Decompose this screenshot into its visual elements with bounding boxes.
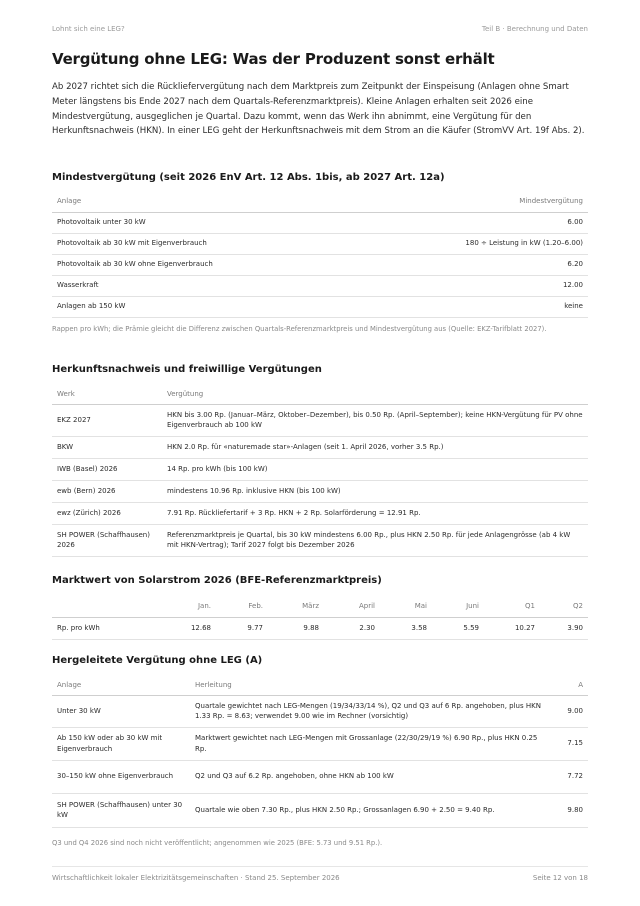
column-header: Q2: [540, 595, 588, 617]
table-header-row: [52, 675, 588, 695]
table-cell: Photovoltaik ab 30 kW mit Eigenverbrauch: [52, 233, 352, 254]
table-cell: 9.77: [216, 617, 268, 639]
table-cell: 14 Rp. pro kWh (bis 100 kW): [162, 458, 588, 480]
table-row: [52, 793, 588, 827]
footer-divider: [52, 866, 588, 867]
table-row: [52, 254, 588, 275]
table-cell: 10.27: [484, 617, 540, 639]
table-row: [52, 480, 588, 502]
table-row: [52, 502, 588, 524]
table-header-row: [52, 384, 588, 404]
table-header-row: [52, 191, 588, 212]
table-cell: ewz (Zürich) 2026: [52, 502, 162, 524]
page-title: Vergütung ohne LEG: Was der Produzent sonst erhält: [52, 50, 495, 68]
markt-heading: Marktwert von Solarstrom 2026 (BFE-Referenzmarktpreis): [52, 575, 382, 586]
column-header: Werk: [52, 384, 162, 404]
table-cell: Quartale wie oben 7.30 Rp., plus HKN 2.50 Rp.; Grossanlagen 6.90 + 2.50 = 9.40 Rp.: [190, 793, 552, 827]
derived-heading: Hergeleitete Vergütung ohne LEG (A): [52, 655, 263, 666]
table-cell: Photovoltaik unter 30 kW: [52, 212, 352, 233]
table-row: [52, 404, 588, 436]
table-cell: ewb (Bern) 2026: [52, 480, 162, 502]
table-cell: 9.88: [268, 617, 324, 639]
footer-left: Wirtschaftlichkeit lokaler Elektrizitätsgemeinschaften · Stand 25. September 2026: [52, 874, 340, 882]
derived-table: [52, 675, 588, 828]
table-cell: BKW: [52, 436, 162, 458]
table-cell: 3.58: [380, 617, 432, 639]
table-cell: 180 ÷ Leistung in kW (1.20–6.00): [352, 233, 588, 254]
column-header: Feb.: [216, 595, 268, 617]
page-number: Seite 12 von 18: [532, 874, 588, 882]
markt-table: [52, 595, 588, 640]
table-cell: 12.68: [158, 617, 216, 639]
table-cell: Ab 150 kW oder ab 30 kW mit Eigenverbrauch: [52, 727, 190, 760]
table-row: [52, 617, 588, 639]
table-cell: Referenzmarktpreis je Quartal, bis 30 kW mindestens 6.00 Rp., plus HKN 2.50 Rp. für jede Anlagengrösse (ab 4 kW mit HKN-Vertrag); Tarif 2027 folgt bis Dezember 2026: [162, 524, 588, 556]
table-cell: Q2 und Q3 auf 6.2 Rp. angehoben, ohne HKN ab 100 kW: [190, 760, 552, 793]
column-header: Anlage: [52, 675, 190, 695]
min-note: Rappen pro kWh; die Prämie gleicht die Differenz zwischen Quartals-Referenzmarktpreis und Mindestvergütung aus (Quelle: EKZ-Tarifblatt 2027).: [52, 325, 547, 333]
column-header: Mai: [380, 595, 432, 617]
hkn-heading: Herkunftsnachweis und freiwillige Vergütungen: [52, 364, 322, 375]
min-heading: Mindestvergütung (seit 2026 EnV Art. 12 Abs. 1bis, ab 2027 Art. 12a): [52, 172, 445, 183]
table-row: [52, 760, 588, 793]
table-cell: Anlagen ab 150 kW: [52, 296, 352, 317]
table-row: [52, 458, 588, 480]
column-header: Q1: [484, 595, 540, 617]
table-cell: Quartale gewichtet nach LEG-Mengen (19/34/33/14 %), Q2 und Q3 auf 6 Rp. angehoben, plus HKN 1.33 Rp. = 8.63; verwendet 9.00 wie im Rechner (vorsichtig): [190, 695, 552, 727]
hkn-table: [52, 384, 588, 557]
table-cell: IWB (Basel) 2026: [52, 458, 162, 480]
table-cell: 30–150 kW ohne Eigenverbrauch: [52, 760, 190, 793]
lead-paragraph: Ab 2027 richtet sich die Rückliefervergütung nach dem Marktpreis zum Zeitpunkt der Einspeisung (Anlagen ohne Smart Meter längstens bis Ende 2027 nach dem Quartals-Referenzmarktpreis). Kleine Anlagen erhalten seit 2026 eine Mindestvergütung, ausgeglichen je Quartal. Dazu kommt, wenn das Werk ihn abnimmt, eine Vergütung für den Herkunftsnachweis (HKN). In einer LEG geht der Herkunftsnachweis mit dem Strom an die Käufer (StromVV Art. 19f Abs. 2).: [52, 82, 585, 137]
table-cell: 6.20: [352, 254, 588, 275]
table-row: [52, 212, 588, 233]
column-header: Jan.: [158, 595, 216, 617]
column-header: Vergütung: [162, 384, 588, 404]
table-row: [52, 695, 588, 727]
running-header: [52, 25, 588, 37]
column-header: Juni: [432, 595, 484, 617]
column-header: [52, 595, 158, 617]
column-header: März: [268, 595, 324, 617]
table-cell: 7.15: [552, 727, 588, 760]
min-table: [52, 191, 588, 318]
running-header-left: Lohnt sich eine LEG?: [52, 25, 125, 33]
table-cell: Marktwert gewichtet nach LEG-Mengen mit Grossanlage (22/30/29/19 %) 6.90 Rp., plus HKN 0.25 Rp.: [190, 727, 552, 760]
running-header-right: Teil B · Berechnung und Daten: [481, 25, 588, 33]
column-header: Herleitung: [190, 675, 552, 695]
table-cell: Rp. pro kWh: [52, 617, 158, 639]
table-cell: 7.91 Rp. Rückliefertarif + 3 Rp. HKN + 2 Rp. Solarförderung = 12.91 Rp.: [162, 502, 588, 524]
table-cell: 6.00: [352, 212, 588, 233]
table-cell: 7.72: [552, 760, 588, 793]
table-cell: 12.00: [352, 275, 588, 296]
table-cell: 5.59: [432, 617, 484, 639]
column-header: April: [324, 595, 380, 617]
column-header: A: [552, 675, 588, 695]
table-row: [52, 275, 588, 296]
table-cell: Wasserkraft: [52, 275, 352, 296]
derived-note: Q3 und Q4 2026 sind noch nicht veröffentlicht; angenommen wie 2025 (BFE: 5.73 und 9.51 Rp.).: [52, 839, 383, 847]
table-row: [52, 524, 588, 556]
table-cell: Unter 30 kW: [52, 695, 190, 727]
table-cell: keine: [352, 296, 588, 317]
table-cell: 9.00: [552, 695, 588, 727]
table-row: [52, 296, 588, 317]
table-cell: 9.80: [552, 793, 588, 827]
column-header: Anlage: [52, 191, 352, 212]
table-header-row: [52, 595, 588, 617]
table-cell: 2.30: [324, 617, 380, 639]
table-cell: Photovoltaik ab 30 kW ohne Eigenverbrauch: [52, 254, 352, 275]
table-row: [52, 727, 588, 760]
table-row: [52, 436, 588, 458]
table-cell: SH POWER (Schaffhausen) 2026: [52, 524, 162, 556]
table-cell: 3.90: [540, 617, 588, 639]
table-cell: SH POWER (Schaffhausen) unter 30 kW: [52, 793, 190, 827]
table-cell: mindestens 10.96 Rp. inklusive HKN (bis 100 kW): [162, 480, 588, 502]
table-row: [52, 233, 588, 254]
table-cell: HKN bis 3.00 Rp. (Januar–März, Oktober–Dezember), bis 0.50 Rp. (April–September); keine HKN-Vergütung für PV ohne Eigenverbrauch ab 100 kW: [162, 404, 588, 436]
column-header: Mindestvergütung: [352, 191, 588, 212]
table-cell: HKN 2.0 Rp. für «naturemade star»-Anlagen (seit 1. April 2026, vorher 3.5 Rp.): [162, 436, 588, 458]
table-cell: EKZ 2027: [52, 404, 162, 436]
